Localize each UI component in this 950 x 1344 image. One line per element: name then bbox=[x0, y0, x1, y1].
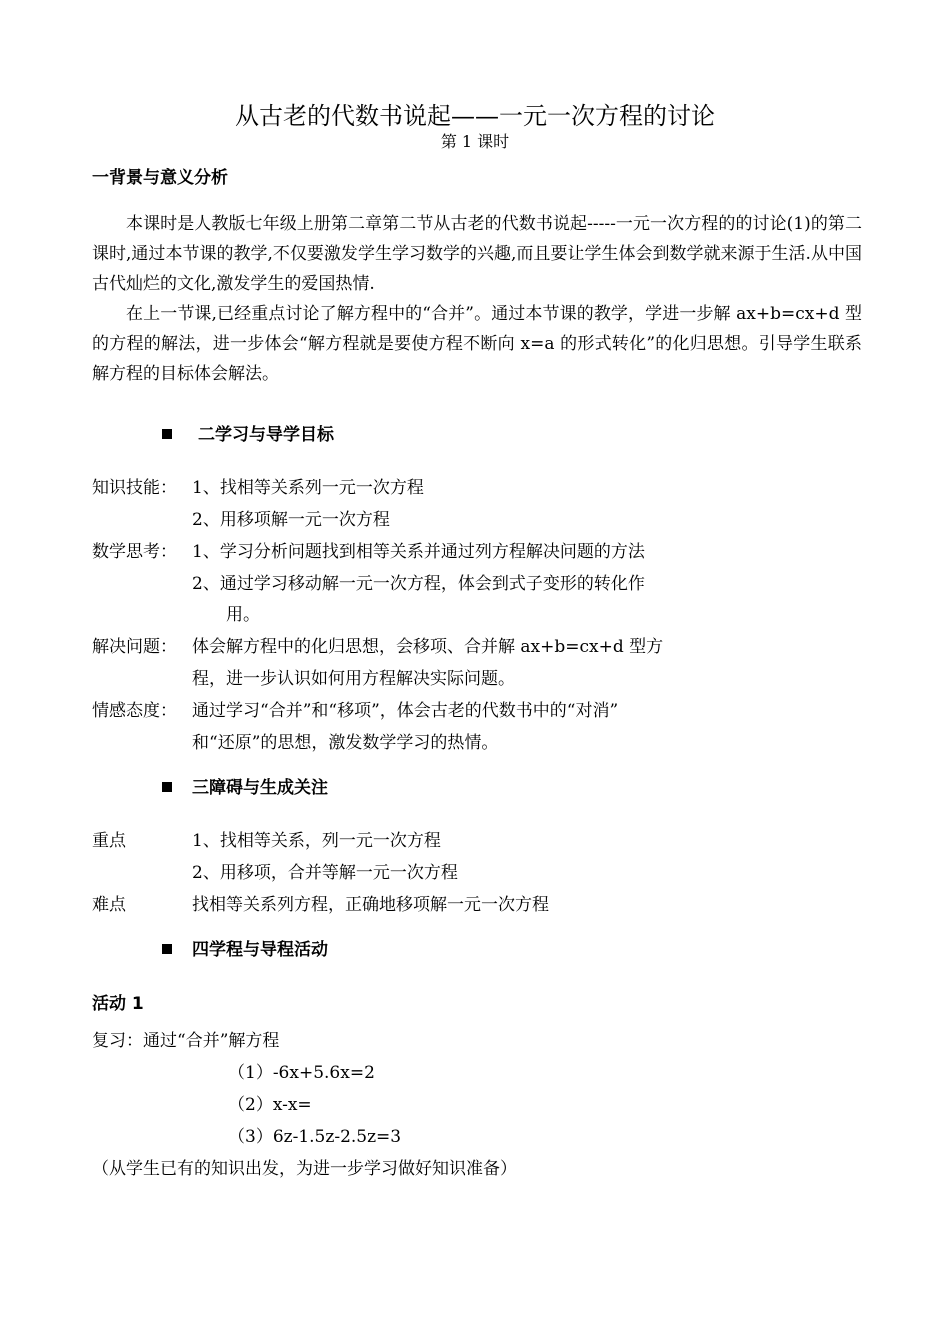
emotion-label: 情感态度： bbox=[92, 701, 177, 721]
square-bullet-icon bbox=[162, 429, 172, 439]
thinking-item-1: 1、学习分析问题找到相等关系并通过列方程解决问题的方法 bbox=[192, 542, 645, 562]
thinking-label: 数学思考： bbox=[92, 542, 177, 562]
key-point-item-2: 2、用移项，合并等解一元一次方程 bbox=[192, 863, 458, 883]
emotion-text-line-2: 和“还原”的思想，激发数学学习的热情。 bbox=[192, 733, 499, 753]
equation-2: （2）x-x= bbox=[228, 1095, 312, 1115]
thinking-item-2-cont: 用。 bbox=[226, 605, 260, 625]
activities-heading-text: 四学程与导程活动 bbox=[192, 940, 328, 960]
problem-text-line-2: 程，进一步认识如何用方程解决实际问题。 bbox=[192, 669, 515, 689]
document-subtitle: 第 1 课时 bbox=[440, 132, 510, 151]
activity-title: 活动 1 bbox=[92, 994, 144, 1014]
section-heading-objectives bbox=[162, 420, 334, 445]
problem-label: 解决问题： bbox=[92, 637, 177, 657]
knowledge-label: 知识技能： bbox=[92, 478, 177, 498]
knowledge-item-1: 1、找相等关系列一元一次方程 bbox=[192, 478, 424, 498]
background-paragraphs bbox=[92, 209, 862, 389]
section-heading-activities bbox=[162, 935, 328, 960]
square-bullet-icon bbox=[162, 944, 172, 954]
key-point-label: 重点 bbox=[92, 831, 126, 851]
square-bullet-icon bbox=[162, 782, 172, 792]
background-paragraph-2: 在上一节课,已经重点讨论了解方程中的“合并”。通过本节课的教学，学进一步解 ax+b=cx+d 型的方程的解法，进一步体会“解方程就是要使方程不断向 x=a 的形式转化”的化归思想。引导学生联系解方程的目标体会解法。 bbox=[92, 304, 862, 384]
equation-1: （1）-6x+5.6x=2 bbox=[228, 1063, 375, 1083]
difficulty-label: 难点 bbox=[92, 895, 126, 915]
difficulty-item-1: 找相等关系列方程，正确地移项解一元一次方程 bbox=[192, 895, 549, 915]
key-point-item-1: 1、找相等关系，列一元一次方程 bbox=[192, 831, 441, 851]
section-heading-obstacles bbox=[162, 773, 328, 798]
section-heading-background: 一背景与意义分析 bbox=[92, 168, 228, 188]
activity-note: （从学生已有的知识出发，为进一步学习做好知识准备） bbox=[92, 1159, 517, 1179]
background-paragraph-1: 本课时是人教版七年级上册第二章第二节从古老的代数书说起-----一元一次方程的的讨论(1)的第二课时,通过本节课的教学,不仅要激发学生学习数学的兴趣,而且要让学生体会到数学就来源于生活.从中国古代灿烂的文化,激发学生的爱国热情. bbox=[92, 214, 862, 294]
obstacles-heading-text: 三障碍与生成关注 bbox=[192, 778, 328, 798]
knowledge-item-2: 2、用移项解一元一次方程 bbox=[192, 510, 390, 530]
document-title: 从古老的代数书说起——一元一次方程的讨论 bbox=[235, 102, 715, 130]
emotion-text-line-1: 通过学习“合并”和“移项”，体会古老的代数书中的“对消” bbox=[192, 701, 619, 721]
review-line: 复习：通过“合并”解方程 bbox=[92, 1031, 280, 1051]
objectives-heading-text: 二学习与导学目标 bbox=[198, 425, 334, 445]
equation-3: （3）6z-1.5z-2.5z=3 bbox=[228, 1127, 402, 1147]
problem-text-line-1: 体会解方程中的化归思想，会移项、合并解 ax+b=cx+d 型方 bbox=[192, 637, 664, 657]
thinking-item-2: 2、通过学习移动解一元一次方程，体会到式子变形的转化作 bbox=[192, 574, 645, 594]
